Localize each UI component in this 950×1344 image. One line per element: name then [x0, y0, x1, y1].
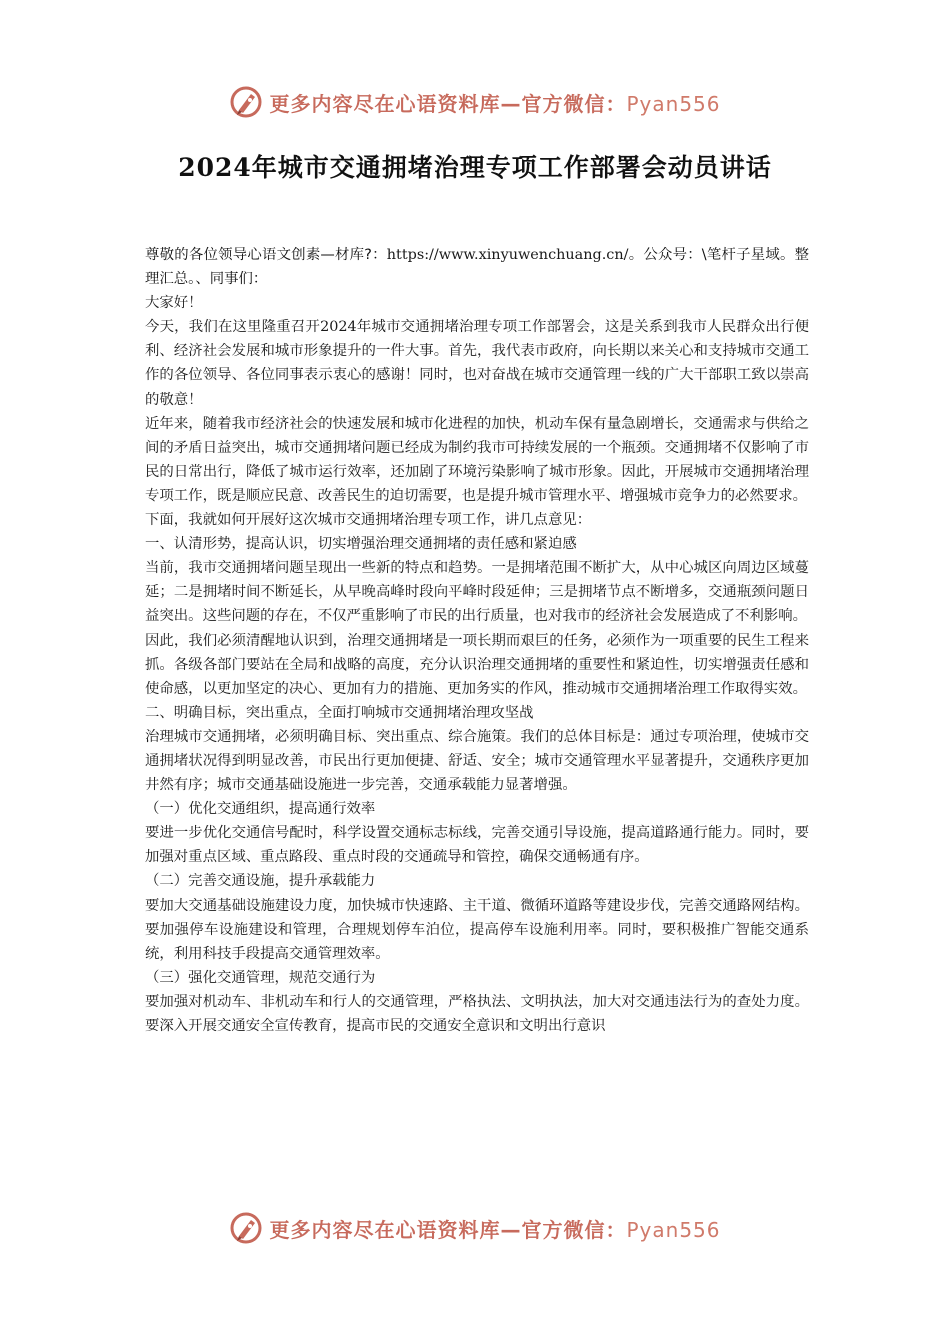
pen-logo-icon — [229, 85, 263, 119]
paragraph: 治理城市交通拥堵，必须明确目标、突出重点、综合施策。我们的总体目标是：通过专项治理，使城市交通拥堵状况得到明显改善，市民出行更加便捷、舒适、安全；城市交通管理水平显著提升，交通秩序更加井然有序；城市交通基础设施进一步完善，交通承载能力显著增强。 — [145, 728, 809, 794]
paragraph: 近年来，随着我市经济社会的快速发展和城市化进程的加快，机动车保有量急剧增长，交通需求与供给之间的矛盾日益突出，城市交通拥堵问题已经成为制约我市可持续发展的一个瓶颈。交通拥堵不仅影响了市民的日常出行，降低了城市运行效率，还加剧了环境污染影响了城市形象。因此，开展城市交通拥堵治理专项工作，既是顺应民意、改善民生的迫切需要，也是提升城市管理水平、增强城市竞争力的必然要求。 — [145, 415, 809, 504]
greeting-suffix: 。公众号：\笔杆子星域。整理汇总。、同事们： — [145, 247, 809, 288]
document-body — [145, 243, 809, 1038]
document-title: 2024年城市交通拥堵治理专项工作部署会动员讲话 — [178, 153, 772, 182]
paragraph: 因此，我们必须清醒地认识到，治理交通拥堵是一项长期而艰巨的任务，必须作为一项重要的民生工程来抓。各级各部门要站在全局和战略的高度，充分认识治理交通拥堵的重要性和紧迫性，切实增强责任感和使命感，以更加坚定的决心、更加有力的措施、更加务实的作风，推动城市交通拥堵治理工作取得实效。 — [145, 632, 809, 697]
paragraph: 下面，我就如何开展好这次城市交通拥堵治理专项工作，讲几点意见： — [145, 512, 592, 529]
greeting-prefix: 尊敬的各位领导心语文创素—材库?： — [145, 247, 387, 263]
watermark-text: 更多内容尽在心语资料库—官方微信： — [269, 91, 627, 116]
pen-logo-icon — [229, 1211, 263, 1245]
paragraph: 今天，我们在这里隆重召开2024年城市交通拥堵治理专项工作部署会，这是关系到我市人民群众出行便利、经济社会发展和城市形象提升的一件大事。首先，我代表市政府，向长期以来关心和支持城市交通工作的各位领导、各位同事表示衷心的感谢！同时，也对奋战在城市交通管理一线的广大干部职工致以崇高的敬意！ — [145, 319, 809, 408]
subsection-heading: （三）强化交通管理，规范交通行为 — [145, 969, 376, 986]
paragraph: 要加大交通基础设施建设力度，加快城市快速路、主干道、微循环道路等建设步伐，完善交通路网结构。要加强停车设施建设和管理，合理规划停车泊位，提高停车设施利用率。同时，要积极推广智能交通系统，利用科技手段提高交通管理效率。 — [145, 897, 809, 962]
paragraph: 当前，我市交通拥堵问题呈现出一些新的特点和趋势。一是拥堵范围不断扩大，从中心城区向周边区域蔓延；二是拥堵时间不断延长，从早晚高峰时段向平峰时段延伸；三是拥堵节点不断增多，交通瓶颈问题日益突出。这些问题的存在，不仅严重影响了市民的出行质量，也对我市的经济社会发展造成了不利影响。 — [145, 560, 809, 625]
paragraph: 大家好！ — [145, 295, 203, 312]
footer-watermark — [0, 1208, 950, 1248]
header-watermark — [0, 82, 950, 122]
subsection-heading: （一）优化交通组织，提高通行效率 — [145, 801, 376, 818]
subsection-heading: （二）完善交通设施，提升承载能力 — [145, 873, 376, 890]
section-heading: 二、明确目标，突出重点，全面打响城市交通拥堵治理攻坚战 — [145, 704, 534, 721]
watermark-handle: Pyan556 — [626, 91, 721, 116]
paragraph: 要加强对机动车、非机动车和行人的交通管理，严格执法、文明执法，加大对交通违法行为的查处力度。要深入开展交通安全宣传教育，提高市民的交通安全意识和文明出行意识 — [145, 993, 809, 1034]
paragraph: 要进一步优化交通信号配时，科学设置交通标志标线，完善交通引导设施，提高道路通行能力。同时，要加强对重点区域、重点路段、重点时段的交通疏导和管控，确保交通畅通有序。 — [145, 825, 809, 866]
greeting — [145, 243, 809, 291]
greeting-url: https://www.xinyuwenchuang.cn/ — [386, 247, 629, 263]
watermark-text: 更多内容尽在心语资料库—官方微信： — [269, 1217, 627, 1242]
section-heading: 一、认清形势，提高认识，切实增强治理交通拥堵的责任感和紧迫感 — [145, 536, 577, 553]
watermark-handle: Pyan556 — [626, 1217, 721, 1242]
